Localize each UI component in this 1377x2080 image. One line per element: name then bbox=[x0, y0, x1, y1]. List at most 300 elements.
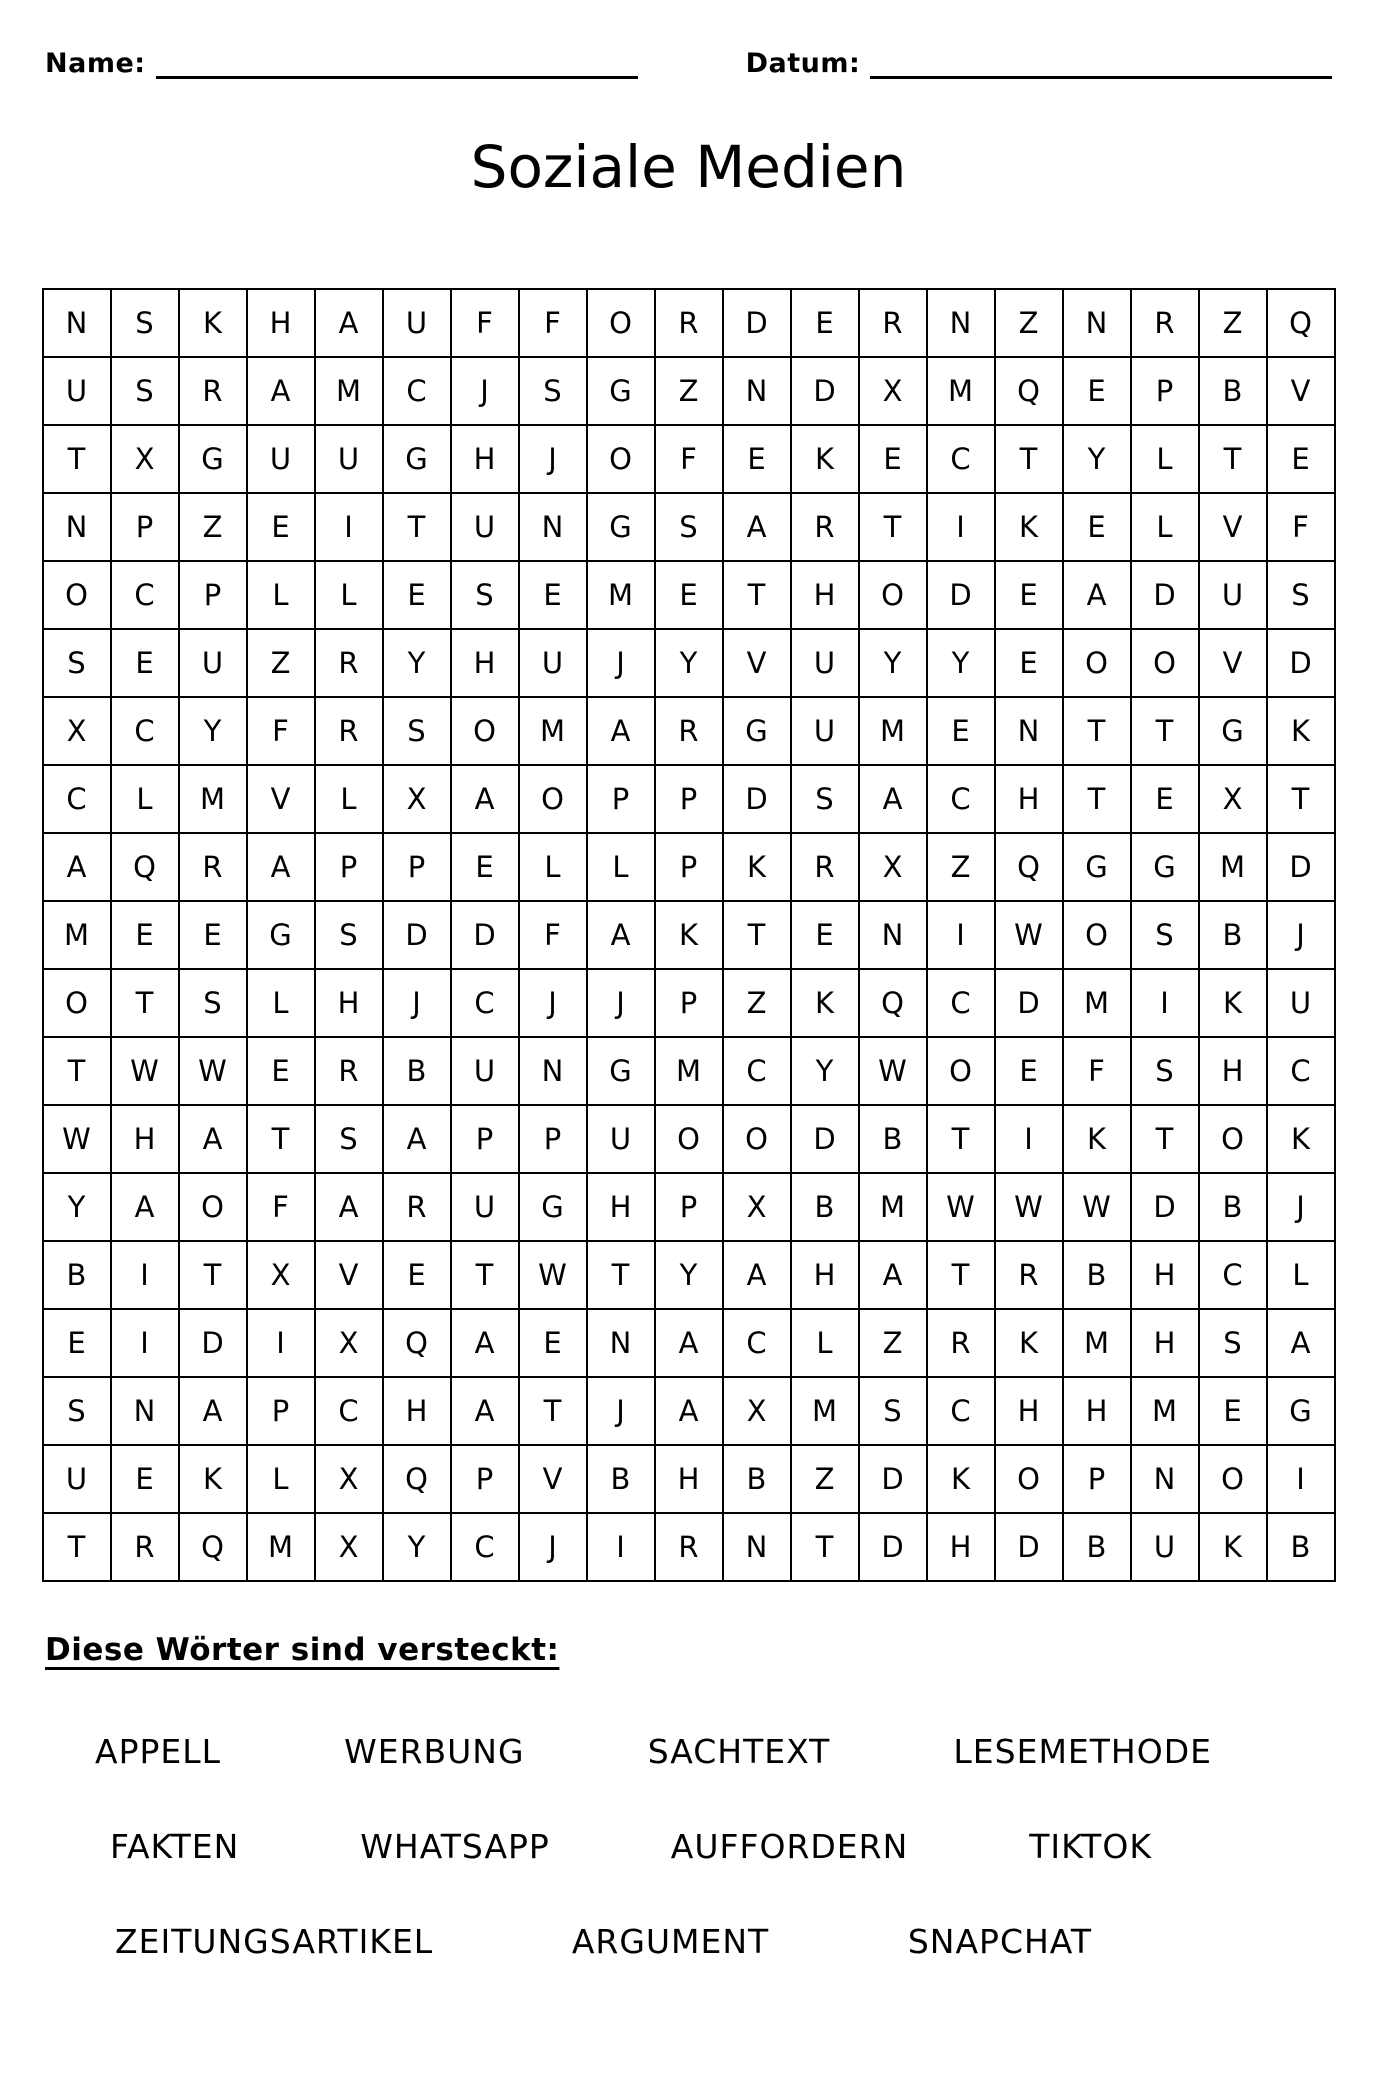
grid-cell: G bbox=[248, 902, 314, 968]
grid-cell: T bbox=[248, 1106, 314, 1172]
grid-cell: H bbox=[996, 1378, 1062, 1444]
grid-cell: U bbox=[792, 698, 858, 764]
grid-cell: R bbox=[316, 630, 382, 696]
grid-cell: T bbox=[520, 1378, 586, 1444]
grid-cell: N bbox=[996, 698, 1062, 764]
grid-cell: E bbox=[248, 1038, 314, 1104]
grid-cell: U bbox=[520, 630, 586, 696]
datum-label: Datum: bbox=[745, 48, 861, 79]
hidden-word: ZEITUNGSARTIKEL bbox=[115, 1921, 434, 1961]
grid-cell: R bbox=[860, 290, 926, 356]
grid-cell: W bbox=[1064, 1174, 1130, 1240]
grid-cell: M bbox=[792, 1378, 858, 1444]
grid-cell: T bbox=[44, 426, 110, 492]
grid-cell: M bbox=[656, 1038, 722, 1104]
grid-cell: U bbox=[1200, 562, 1266, 628]
grid-cell: Z bbox=[724, 970, 790, 1036]
grid-cell: E bbox=[996, 562, 1062, 628]
grid-cell: D bbox=[1132, 562, 1198, 628]
grid-cell: E bbox=[928, 698, 994, 764]
grid-cell: X bbox=[1200, 766, 1266, 832]
grid-cell: C bbox=[928, 970, 994, 1036]
grid-cell: N bbox=[1132, 1446, 1198, 1512]
grid-cell: U bbox=[248, 426, 314, 492]
grid-cell: U bbox=[44, 358, 110, 424]
grid-cell: D bbox=[860, 1446, 926, 1512]
grid-cell: W bbox=[996, 1174, 1062, 1240]
grid-cell: U bbox=[44, 1446, 110, 1512]
grid-cell: S bbox=[316, 1106, 382, 1172]
grid-cell: N bbox=[724, 1514, 790, 1580]
grid-cell: S bbox=[44, 630, 110, 696]
grid-cell: A bbox=[860, 766, 926, 832]
grid-cell: J bbox=[588, 630, 654, 696]
hidden-word: APPELL bbox=[95, 1731, 221, 1771]
grid-cell: O bbox=[44, 970, 110, 1036]
grid-cell: I bbox=[248, 1310, 314, 1376]
grid-cell: L bbox=[112, 766, 178, 832]
grid-cell: B bbox=[1200, 1174, 1266, 1240]
grid-cell: F bbox=[1268, 494, 1334, 560]
grid-cell: M bbox=[44, 902, 110, 968]
grid-wrapper bbox=[0, 288, 1377, 1582]
grid-cell: Y bbox=[384, 630, 450, 696]
hidden-word: SACHTEXT bbox=[647, 1731, 831, 1771]
grid-cell: F bbox=[520, 290, 586, 356]
grid-cell: E bbox=[112, 1446, 178, 1512]
grid-cell: S bbox=[1200, 1310, 1266, 1376]
name-blank-line bbox=[156, 46, 638, 79]
grid-cell: A bbox=[656, 1378, 722, 1444]
grid-cell: K bbox=[1200, 1514, 1266, 1580]
grid-cell: U bbox=[1132, 1514, 1198, 1580]
grid-cell: T bbox=[1200, 426, 1266, 492]
grid-cell: S bbox=[112, 290, 178, 356]
grid-cell: X bbox=[248, 1242, 314, 1308]
grid-cell: Q bbox=[180, 1514, 246, 1580]
grid-cell: X bbox=[860, 358, 926, 424]
grid-cell: M bbox=[316, 358, 382, 424]
grid-cell: P bbox=[520, 1106, 586, 1172]
grid-cell: R bbox=[384, 1174, 450, 1240]
grid-cell: Z bbox=[792, 1446, 858, 1512]
grid-cell: B bbox=[1200, 358, 1266, 424]
grid-cell: E bbox=[520, 562, 586, 628]
grid-cell: O bbox=[1064, 630, 1130, 696]
grid-cell: M bbox=[248, 1514, 314, 1580]
word-list-heading: Diese Wörter sind versteckt: bbox=[45, 1631, 560, 1668]
grid-cell: Q bbox=[384, 1310, 450, 1376]
grid-cell: S bbox=[792, 766, 858, 832]
grid-cell: A bbox=[452, 766, 518, 832]
grid-cell: O bbox=[452, 698, 518, 764]
grid-cell: S bbox=[520, 358, 586, 424]
grid-cell: Z bbox=[996, 290, 1062, 356]
grid-cell: X bbox=[724, 1174, 790, 1240]
grid-cell: X bbox=[44, 698, 110, 764]
grid-cell: M bbox=[1200, 834, 1266, 900]
grid-cell: Z bbox=[248, 630, 314, 696]
grid-cell: D bbox=[384, 902, 450, 968]
grid-cell: H bbox=[792, 1242, 858, 1308]
grid-cell: M bbox=[1132, 1378, 1198, 1444]
grid-cell: M bbox=[860, 1174, 926, 1240]
grid-cell: W bbox=[44, 1106, 110, 1172]
grid-cell: D bbox=[180, 1310, 246, 1376]
grid-cell: P bbox=[248, 1378, 314, 1444]
grid-cell: V bbox=[248, 766, 314, 832]
grid-cell: X bbox=[724, 1378, 790, 1444]
grid-cell: O bbox=[588, 290, 654, 356]
grid-cell: E bbox=[248, 494, 314, 560]
grid-cell: W bbox=[520, 1242, 586, 1308]
grid-cell: V bbox=[1200, 630, 1266, 696]
grid-cell: L bbox=[588, 834, 654, 900]
grid-cell: A bbox=[1064, 562, 1130, 628]
grid-cell: O bbox=[860, 562, 926, 628]
grid-cell: I bbox=[928, 494, 994, 560]
grid-cell: X bbox=[860, 834, 926, 900]
grid-cell: D bbox=[1268, 834, 1334, 900]
hidden-word: WERBUNG bbox=[344, 1731, 525, 1771]
grid-cell: T bbox=[1268, 766, 1334, 832]
grid-cell: Z bbox=[928, 834, 994, 900]
hidden-word: LESEMETHODE bbox=[953, 1731, 1212, 1771]
grid-cell: C bbox=[724, 1310, 790, 1376]
grid-cell: Y bbox=[656, 1242, 722, 1308]
grid-cell: P bbox=[656, 834, 722, 900]
grid-cell: P bbox=[1132, 358, 1198, 424]
grid-cell: F bbox=[248, 698, 314, 764]
grid-cell: H bbox=[1132, 1242, 1198, 1308]
grid-cell: I bbox=[1132, 970, 1198, 1036]
grid-cell: Q bbox=[384, 1446, 450, 1512]
grid-cell: R bbox=[792, 834, 858, 900]
grid-cell: K bbox=[1268, 698, 1334, 764]
grid-cell: H bbox=[656, 1446, 722, 1512]
grid-cell: E bbox=[112, 630, 178, 696]
grid-cell: J bbox=[1268, 1174, 1334, 1240]
grid-cell: L bbox=[792, 1310, 858, 1376]
grid-cell: C bbox=[928, 766, 994, 832]
page-title: Soziale Medien bbox=[470, 133, 907, 201]
grid-cell: R bbox=[1132, 290, 1198, 356]
grid-cell: A bbox=[1268, 1310, 1334, 1376]
grid-cell: A bbox=[724, 1242, 790, 1308]
grid-cell: P bbox=[656, 1174, 722, 1240]
grid-cell: A bbox=[588, 902, 654, 968]
grid-cell: S bbox=[44, 1378, 110, 1444]
grid-cell: X bbox=[384, 766, 450, 832]
grid-cell: U bbox=[452, 494, 518, 560]
grid-cell: T bbox=[928, 1242, 994, 1308]
grid-cell: J bbox=[452, 358, 518, 424]
grid-cell: R bbox=[656, 290, 722, 356]
grid-cell: R bbox=[656, 698, 722, 764]
grid-cell: W bbox=[860, 1038, 926, 1104]
grid-cell: X bbox=[316, 1514, 382, 1580]
name-label: Name: bbox=[45, 48, 146, 79]
grid-cell: H bbox=[1132, 1310, 1198, 1376]
grid-cell: U bbox=[1268, 970, 1334, 1036]
grid-cell: O bbox=[44, 562, 110, 628]
grid-cell: I bbox=[996, 1106, 1062, 1172]
grid-cell: K bbox=[792, 426, 858, 492]
grid-cell: E bbox=[1064, 494, 1130, 560]
grid-cell: E bbox=[724, 426, 790, 492]
grid-cell: J bbox=[520, 970, 586, 1036]
grid-cell: K bbox=[180, 1446, 246, 1512]
grid-cell: E bbox=[1268, 426, 1334, 492]
grid-cell: E bbox=[452, 834, 518, 900]
grid-cell: M bbox=[928, 358, 994, 424]
grid-cell: K bbox=[1200, 970, 1266, 1036]
hidden-word: FAKTEN bbox=[110, 1826, 240, 1866]
grid-cell: O bbox=[656, 1106, 722, 1172]
grid-cell: Y bbox=[384, 1514, 450, 1580]
grid-cell: U bbox=[792, 630, 858, 696]
grid-cell: T bbox=[860, 494, 926, 560]
grid-cell: J bbox=[384, 970, 450, 1036]
grid-cell: D bbox=[928, 562, 994, 628]
grid-cell: K bbox=[996, 494, 1062, 560]
grid-cell: O bbox=[724, 1106, 790, 1172]
grid-cell: S bbox=[1132, 1038, 1198, 1104]
grid-cell: Y bbox=[860, 630, 926, 696]
grid-cell: V bbox=[1200, 494, 1266, 560]
grid-cell: H bbox=[996, 766, 1062, 832]
grid-cell: O bbox=[1132, 630, 1198, 696]
word-list-row bbox=[110, 1827, 1152, 1866]
datum-field bbox=[746, 46, 1332, 79]
grid-cell: L bbox=[316, 562, 382, 628]
grid-cell: R bbox=[112, 1514, 178, 1580]
grid-cell: B bbox=[860, 1106, 926, 1172]
name-field bbox=[45, 46, 638, 79]
grid-cell: D bbox=[1132, 1174, 1198, 1240]
grid-cell: A bbox=[452, 1378, 518, 1444]
word-search-grid bbox=[42, 288, 1336, 1582]
grid-cell: A bbox=[316, 1174, 382, 1240]
hidden-word: WHATSAPP bbox=[360, 1826, 550, 1866]
grid-cell: D bbox=[996, 1514, 1062, 1580]
grid-cell: A bbox=[44, 834, 110, 900]
grid-cell: Y bbox=[656, 630, 722, 696]
grid-cell: G bbox=[588, 1038, 654, 1104]
grid-cell: D bbox=[792, 358, 858, 424]
grid-cell: W bbox=[180, 1038, 246, 1104]
grid-cell: A bbox=[860, 1242, 926, 1308]
grid-cell: Y bbox=[792, 1038, 858, 1104]
grid-cell: J bbox=[520, 1514, 586, 1580]
grid-cell: N bbox=[928, 290, 994, 356]
grid-cell: V bbox=[1268, 358, 1334, 424]
grid-cell: E bbox=[996, 630, 1062, 696]
grid-cell: D bbox=[724, 290, 790, 356]
grid-cell: A bbox=[452, 1310, 518, 1376]
grid-cell: H bbox=[384, 1378, 450, 1444]
hidden-word: AUFFORDERN bbox=[670, 1826, 909, 1866]
grid-cell: P bbox=[588, 766, 654, 832]
grid-cell: G bbox=[1064, 834, 1130, 900]
grid-cell: D bbox=[792, 1106, 858, 1172]
grid-cell: C bbox=[452, 970, 518, 1036]
grid-cell: B bbox=[1064, 1514, 1130, 1580]
grid-cell: P bbox=[1064, 1446, 1130, 1512]
grid-cell: P bbox=[316, 834, 382, 900]
grid-cell: K bbox=[656, 902, 722, 968]
grid-cell: N bbox=[520, 494, 586, 560]
grid-cell: C bbox=[112, 562, 178, 628]
grid-cell: X bbox=[112, 426, 178, 492]
hidden-word: ARGUMENT bbox=[571, 1921, 770, 1961]
grid-cell: R bbox=[180, 834, 246, 900]
grid-cell: F bbox=[656, 426, 722, 492]
grid-cell: P bbox=[452, 1106, 518, 1172]
grid-cell: L bbox=[520, 834, 586, 900]
grid-cell: A bbox=[384, 1106, 450, 1172]
grid-cell: T bbox=[1132, 1106, 1198, 1172]
grid-cell: J bbox=[588, 970, 654, 1036]
grid-cell: M bbox=[520, 698, 586, 764]
grid-cell: B bbox=[724, 1446, 790, 1512]
grid-cell: M bbox=[1064, 970, 1130, 1036]
grid-cell: G bbox=[180, 426, 246, 492]
grid-cell: H bbox=[588, 1174, 654, 1240]
grid-cell: R bbox=[656, 1514, 722, 1580]
grid-cell: T bbox=[792, 1514, 858, 1580]
grid-cell: C bbox=[112, 698, 178, 764]
grid-cell: K bbox=[792, 970, 858, 1036]
grid-cell: K bbox=[724, 834, 790, 900]
grid-cell: B bbox=[792, 1174, 858, 1240]
grid-cell: L bbox=[1132, 494, 1198, 560]
grid-cell: E bbox=[860, 426, 926, 492]
grid-cell: B bbox=[1064, 1242, 1130, 1308]
grid-cell: A bbox=[316, 290, 382, 356]
grid-cell: X bbox=[316, 1446, 382, 1512]
grid-cell: O bbox=[520, 766, 586, 832]
grid-cell: S bbox=[316, 902, 382, 968]
grid-cell: C bbox=[44, 766, 110, 832]
grid-cell: B bbox=[1268, 1514, 1334, 1580]
grid-cell: M bbox=[180, 766, 246, 832]
grid-cell: U bbox=[452, 1038, 518, 1104]
grid-cell: F bbox=[520, 902, 586, 968]
grid-cell: T bbox=[996, 426, 1062, 492]
grid-cell: H bbox=[792, 562, 858, 628]
grid-cell: H bbox=[928, 1514, 994, 1580]
grid-cell: B bbox=[44, 1242, 110, 1308]
grid-cell: Q bbox=[860, 970, 926, 1036]
grid-cell: G bbox=[588, 358, 654, 424]
grid-cell: N bbox=[44, 290, 110, 356]
grid-cell: S bbox=[384, 698, 450, 764]
grid-cell: T bbox=[588, 1242, 654, 1308]
grid-cell: E bbox=[792, 290, 858, 356]
grid-cell: L bbox=[316, 766, 382, 832]
grid-cell: N bbox=[724, 358, 790, 424]
grid-cell: P bbox=[656, 766, 722, 832]
grid-cell: N bbox=[520, 1038, 586, 1104]
grid-cell: K bbox=[1064, 1106, 1130, 1172]
grid-cell: T bbox=[112, 970, 178, 1036]
grid-cell: T bbox=[452, 1242, 518, 1308]
grid-cell: Y bbox=[928, 630, 994, 696]
grid-cell: B bbox=[588, 1446, 654, 1512]
hidden-word: TIKTOK bbox=[1029, 1826, 1152, 1866]
grid-cell: F bbox=[1064, 1038, 1130, 1104]
grid-cell: Y bbox=[44, 1174, 110, 1240]
grid-cell: Z bbox=[656, 358, 722, 424]
grid-cell: A bbox=[180, 1106, 246, 1172]
grid-cell: N bbox=[860, 902, 926, 968]
grid-cell: B bbox=[384, 1038, 450, 1104]
grid-cell: M bbox=[588, 562, 654, 628]
grid-cell: G bbox=[588, 494, 654, 560]
datum-blank-line bbox=[870, 46, 1332, 79]
grid-cell: A bbox=[248, 834, 314, 900]
grid-cell: T bbox=[724, 562, 790, 628]
grid-cell: I bbox=[928, 902, 994, 968]
grid-cell: C bbox=[928, 1378, 994, 1444]
grid-cell: O bbox=[1200, 1106, 1266, 1172]
grid-cell: U bbox=[452, 1174, 518, 1240]
grid-cell: K bbox=[996, 1310, 1062, 1376]
grid-cell: Z bbox=[860, 1310, 926, 1376]
grid-cell: Z bbox=[1200, 290, 1266, 356]
grid-cell: T bbox=[1132, 698, 1198, 764]
grid-cell: E bbox=[384, 1242, 450, 1308]
grid-cell: L bbox=[248, 970, 314, 1036]
grid-cell: O bbox=[1200, 1446, 1266, 1512]
grid-cell: C bbox=[316, 1378, 382, 1444]
grid-cell: E bbox=[1132, 766, 1198, 832]
grid-cell: G bbox=[520, 1174, 586, 1240]
grid-cell: H bbox=[452, 426, 518, 492]
grid-cell: K bbox=[928, 1446, 994, 1512]
grid-cell: S bbox=[180, 970, 246, 1036]
grid-cell: L bbox=[1268, 1242, 1334, 1308]
grid-cell: O bbox=[588, 426, 654, 492]
grid-cell: S bbox=[1132, 902, 1198, 968]
grid-cell: R bbox=[316, 698, 382, 764]
grid-cell: Q bbox=[1268, 290, 1334, 356]
grid-cell: C bbox=[724, 1038, 790, 1104]
grid-cell: R bbox=[180, 358, 246, 424]
grid-cell: E bbox=[44, 1310, 110, 1376]
grid-cell: W bbox=[112, 1038, 178, 1104]
grid-cell: C bbox=[1200, 1242, 1266, 1308]
grid-cell: N bbox=[588, 1310, 654, 1376]
grid-cell: X bbox=[316, 1310, 382, 1376]
grid-cell: T bbox=[1064, 766, 1130, 832]
grid-cell: H bbox=[1200, 1038, 1266, 1104]
grid-cell: V bbox=[316, 1242, 382, 1308]
grid-cell: Q bbox=[996, 834, 1062, 900]
grid-cell: O bbox=[180, 1174, 246, 1240]
grid-cell: G bbox=[384, 426, 450, 492]
grid-cell: T bbox=[724, 902, 790, 968]
grid-cell: U bbox=[588, 1106, 654, 1172]
grid-cell: T bbox=[384, 494, 450, 560]
grid-cell: Z bbox=[180, 494, 246, 560]
grid-cell: S bbox=[860, 1378, 926, 1444]
grid-cell: E bbox=[180, 902, 246, 968]
grid-cell: F bbox=[248, 1174, 314, 1240]
grid-cell: H bbox=[112, 1106, 178, 1172]
grid-cell: J bbox=[520, 426, 586, 492]
